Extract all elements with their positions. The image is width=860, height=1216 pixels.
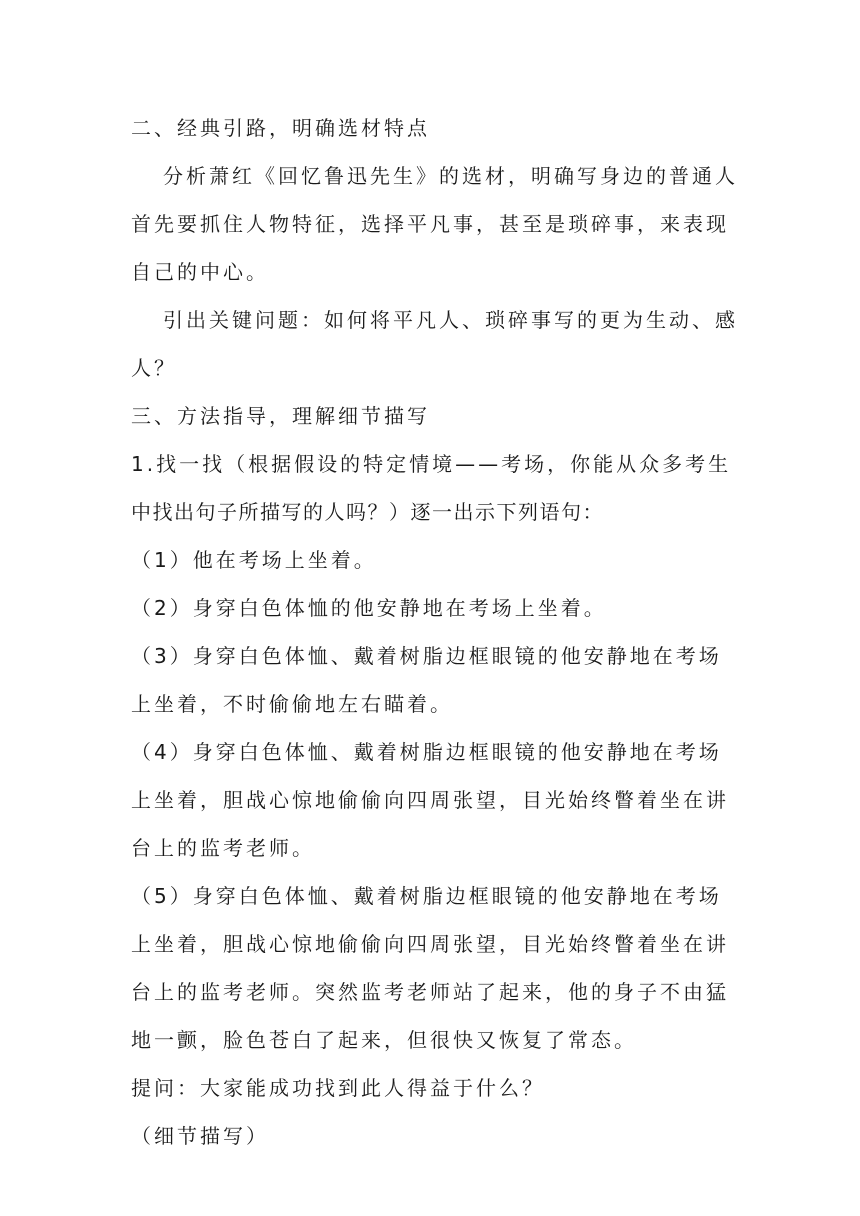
sentence-line: 上坐着，胆战心惊地偷偷向四周张望，目光始终瞥着坐在讲 (131, 788, 729, 812)
sentence-line: （2）身穿白色体恤的他安静地在考场上坐着。 (131, 596, 607, 620)
section-heading-2: 二、经典引路，明确选材特点 (131, 116, 430, 140)
document-body (131, 104, 738, 1160)
sentence-4 (131, 728, 731, 872)
sentence-line: （4）身穿白色体恤、戴着树脂边框眼镜的他安静地在考场 (131, 740, 722, 764)
sentence-line: （3）身穿白色体恤、戴着树脂边框眼镜的他安静地在考场 (131, 644, 722, 668)
sentence-line: 上坐着，胆战心惊地偷偷向四周张望，目光始终瞥着坐在讲 (131, 932, 729, 956)
sentence-5 (131, 872, 731, 1064)
sentence-line: 地一颤，脸色苍白了起来，但很快又恢复了常态。 (131, 1028, 637, 1052)
sentence-1 (131, 536, 731, 584)
paragraph-line: 1.找一找（根据假设的特定情境——考场，你能从众多考生 (131, 452, 732, 476)
sentence-2 (131, 584, 731, 632)
paragraph-key-question (131, 296, 738, 392)
answer-line: （细节描写） (131, 1124, 269, 1148)
paragraph-line: 分析萧红《回忆鲁迅先生》的选材，明确写身边的普通人 (163, 164, 738, 188)
paragraph-line: 自己的中心。 (131, 260, 269, 284)
sentence-line: （1）他在考场上坐着。 (131, 548, 377, 572)
paragraph-line: 首先要抓住人物特征，选择平凡事，甚至是琐碎事，来表现 (131, 212, 729, 236)
sentence-line: 上坐着，不时偷偷地左右瞄着。 (131, 692, 453, 716)
item-find (131, 440, 731, 536)
sentence-line: 台上的监考老师。 (131, 836, 315, 860)
paragraph-line: 引出关键问题：如何将平凡人、琐碎事写的更为生动、感 (163, 308, 738, 332)
paragraph-selection-analysis (131, 152, 738, 296)
question-line: 提问：大家能成功找到此人得益于什么？ (131, 1076, 545, 1100)
paragraph-line: 中找出句子所描写的人吗？）逐一出示下列语句： (131, 500, 604, 524)
section-heading-3: 三、方法指导，理解细节描写 (131, 404, 430, 428)
sentence-3 (131, 632, 731, 728)
sentence-line: （5）身穿白色体恤、戴着树脂边框眼镜的他安静地在考场 (131, 884, 722, 908)
paragraph-line: 人？ (131, 356, 177, 380)
sentence-line: 台上的监考老师。突然监考老师站了起来，他的身子不由猛 (131, 980, 729, 1004)
